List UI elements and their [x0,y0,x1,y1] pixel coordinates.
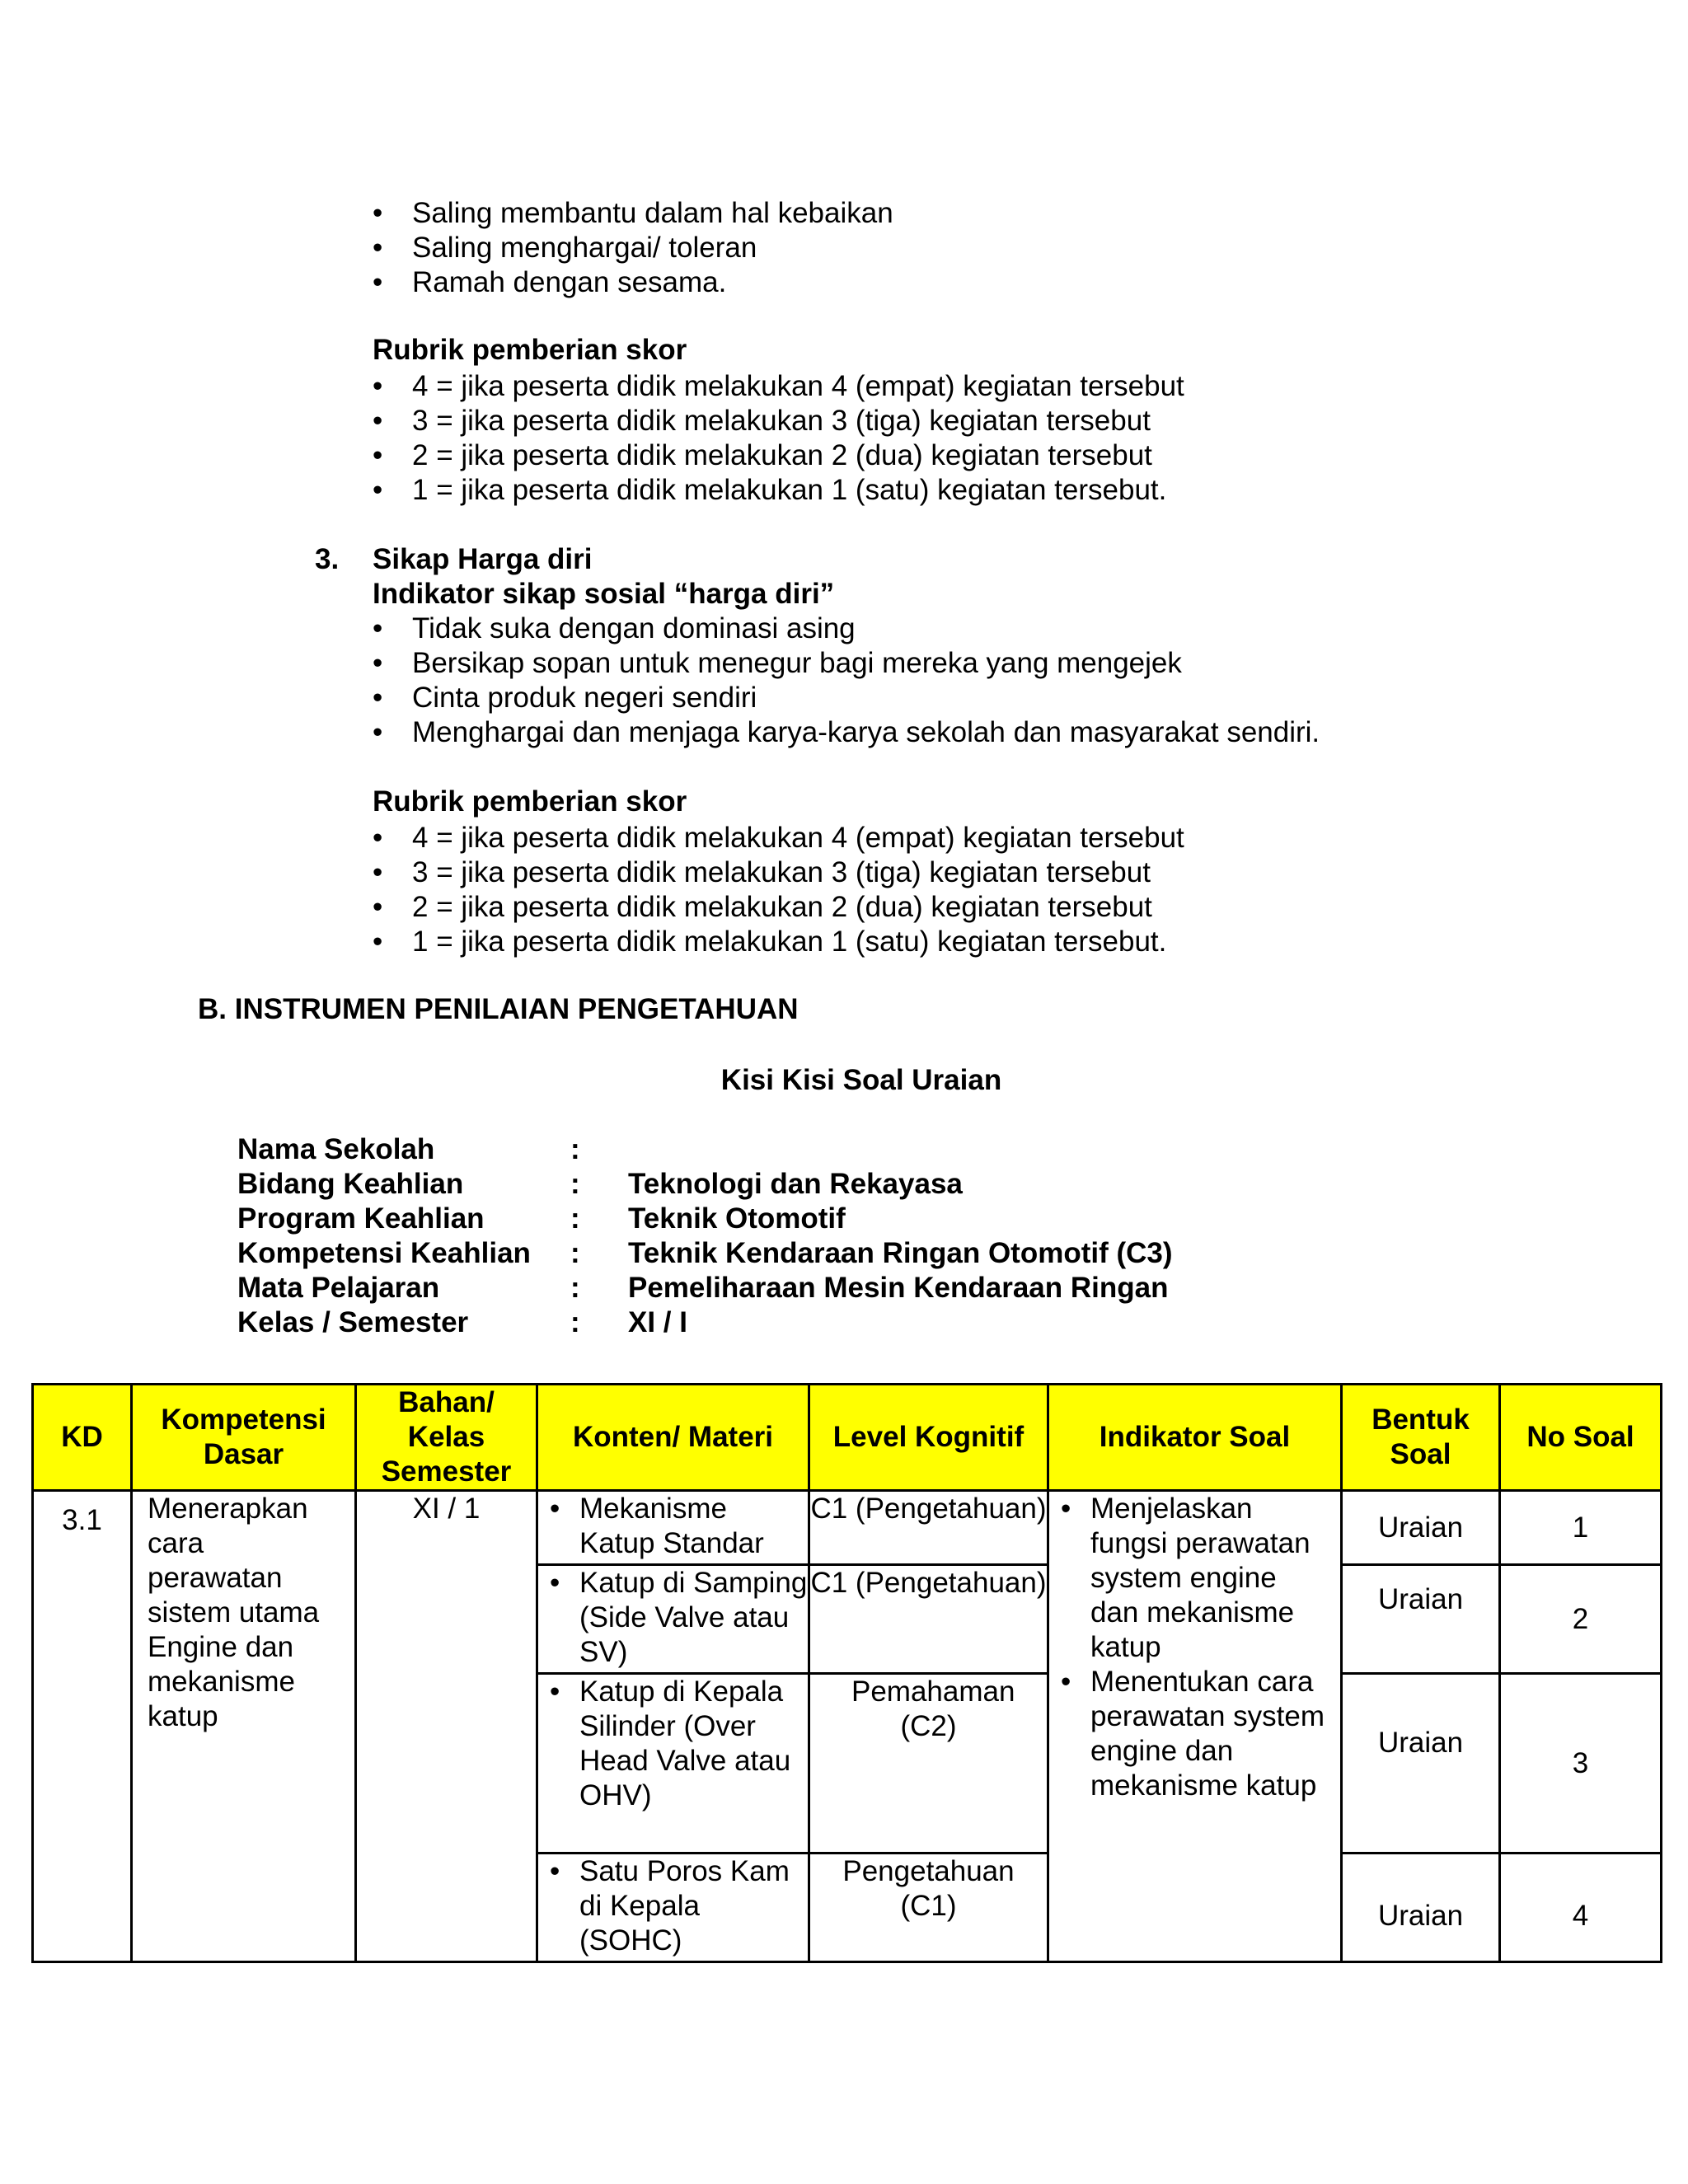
info-value: Teknologi dan Rekayasa [628,1168,963,1200]
konten-value: Katup di Samping (Side Valve atau SV) [579,1567,808,1668]
header-indikator: Indikator Soal [1048,1385,1342,1491]
sec3-number: 3. [315,543,340,575]
info-colon: : [570,1306,580,1338]
konten-value: Satu Poros Kam di Kepala (SOHC) [579,1855,790,1957]
no-value: 3 [1572,1746,1589,1779]
header-level: Level Kognitif [809,1385,1048,1491]
bullet-dot: • [373,891,383,923]
info-value: Teknik Otomotif [628,1202,846,1235]
kompetensi-cell [132,1491,356,1962]
konten-cell [537,1565,809,1674]
level-value: C1 (Pengetahuan) [810,1567,1047,1599]
header-no: No Soal [1500,1385,1662,1491]
bullet-dot: • [550,1567,560,1599]
info-label: Mata Pelajaran [237,1272,440,1304]
bullet-dot: • [373,856,383,888]
sec2-bullet-3: Ramah dengan sesama. [412,266,727,298]
bullet-dot: • [550,1493,560,1525]
bullet-dot: • [373,405,383,437]
no-value: 1 [1572,1511,1589,1544]
info-label: Bidang Keahlian [237,1168,464,1200]
rubric2-item-1: 1 = jika peserta didik melakukan 1 (satu) kegiatan tersebut. [412,926,1167,958]
level-cell [809,1565,1048,1674]
indikator-item: Menentukan cara perawatan system engine dan mekanisme katup [1090,1666,1325,1802]
level-cell [809,1854,1048,1962]
bullet-dot: • [373,716,383,748]
info-value: XI / I [628,1306,687,1338]
sec3-bullet-3: Cinta produk negeri sendiri [412,682,757,714]
no-cell [1500,1854,1662,1962]
bullet-dot: • [373,474,383,506]
konten-cell [537,1674,809,1854]
konten-value: Katup di Kepala Silinder (Over Head Valve atau OHV) [579,1675,791,1811]
table-row [33,1491,1662,1565]
bullet-dot: • [373,439,383,471]
bullet-dot: • [373,266,383,298]
bullet-dot: • [373,926,383,958]
konten-value: Mekanisme Katup Standar [579,1493,764,1559]
sec3-title: Sikap Harga diri [373,543,593,575]
kisi-title: Kisi Kisi Soal Uraian [720,1064,1002,1096]
indikator-item: Menjelaskan fungsi perawatan system engine dan mekanisme katup [1090,1493,1311,1663]
bentuk-value: Uraian [1377,1583,1464,1615]
no-value: 4 [1572,1899,1589,1932]
bentuk-value: Uraian [1377,1899,1464,1932]
level-value: C1 (Pengetahuan) [810,1493,1047,1525]
bullet-dot: • [550,1675,560,1708]
header-konten: Konten/ Materi [537,1385,809,1491]
rubric1-item-3: 3 = jika peserta didik melakukan 3 (tiga) kegiatan tersebut [412,405,1151,437]
bentuk-cell [1342,1674,1500,1854]
bullet-dot: • [373,682,383,714]
info-label: Kelas / Semester [237,1306,469,1338]
info-colon: : [570,1237,580,1269]
bullet-dot: • [550,1855,560,1887]
header-bentuk: Bentuk Soal [1342,1385,1500,1491]
rubric1-item-1: 1 = jika peserta didik melakukan 1 (satu) kegiatan tersebut. [412,474,1167,506]
info-value: Teknik Kendaraan Ringan Otomotif (C3) [628,1237,1173,1269]
info-colon: : [570,1272,580,1304]
sec3-bullet-2: Bersikap sopan untuk menegur bagi mereka yang mengejek [412,647,1182,679]
bullet-dot: • [373,370,383,402]
konten-cell [537,1491,809,1565]
sec3-bullet-4: Menghargai dan menjaga karya-karya sekolah dan masyarakat sendiri. [412,716,1320,748]
header-kd: KD [33,1385,132,1491]
table-header-row [33,1385,1662,1491]
header-kompetensi: Kompetensi Dasar [132,1385,356,1491]
info-label: Nama Sekolah [237,1133,435,1165]
bahan-value: XI / 1 [412,1493,481,1525]
no-cell [1500,1674,1662,1854]
bullet-dot: • [373,232,383,264]
bentuk-cell [1342,1565,1500,1674]
info-label: Kompetensi Keahlian [237,1237,531,1269]
level-cell [809,1674,1048,1854]
kisi-table [31,1383,1662,1963]
rubric2-item-2: 2 = jika peserta didik melakukan 2 (dua) kegiatan tersebut [412,891,1152,923]
rubric2-item-4: 4 = jika peserta didik melakukan 4 (empat) kegiatan tersebut [412,822,1184,854]
kompetensi-value: Menerapkan cara perawatan sistem utama Engine dan mekanisme katup [148,1493,320,1732]
bullet-dot: • [1061,1493,1071,1525]
no-cell [1500,1565,1662,1674]
bullet-dot: • [373,612,383,644]
info-colon: : [570,1133,580,1165]
sec2-bullet-2: Saling menghargai/ toleran [412,232,757,264]
info-colon: : [570,1202,580,1235]
bullet-dot: • [373,822,383,854]
no-value: 2 [1572,1602,1589,1635]
rubric-title-1: Rubrik pemberian skor [373,334,687,366]
rubric2-item-3: 3 = jika peserta didik melakukan 3 (tiga) kegiatan tersebut [412,856,1151,888]
rubric1-item-4: 4 = jika peserta didik melakukan 4 (empat) kegiatan tersebut [412,370,1184,402]
kd-cell [33,1491,132,1962]
header-bahan: Bahan/ Kelas Semester [356,1385,537,1491]
sec3-indicator-title: Indikator sikap sosial “harga diri” [373,578,835,610]
bullet-dot: • [373,197,383,229]
info-colon: : [570,1168,580,1200]
info-label: Program Keahlian [237,1202,485,1235]
kisi-table-wrapper [31,1383,1660,1966]
level-value: Pengetahuan (C1) [842,1855,1015,1922]
konten-cell [537,1854,809,1962]
bullet-dot: • [1061,1666,1071,1698]
bentuk-cell [1342,1854,1500,1962]
level-value: Pemahaman (C2) [851,1675,1015,1742]
section-b-heading: B. INSTRUMEN PENILAIAN PENGETAHUAN [198,993,799,1025]
bentuk-value: Uraian [1377,1727,1464,1759]
sec3-bullet-1: Tidak suka dengan dominasi asing [412,612,856,644]
bullet-dot: • [373,647,383,679]
level-cell [809,1491,1048,1565]
no-cell [1500,1491,1662,1565]
indikator-cell [1048,1491,1342,1962]
info-value: Pemeliharaan Mesin Kendaraan Ringan [628,1272,1169,1304]
bentuk-cell [1342,1491,1500,1565]
kd-value: 3.1 [62,1504,102,1536]
bahan-cell [356,1491,537,1962]
sec2-bullet-1: Saling membantu dalam hal kebaikan [412,197,893,229]
rubric-title-2: Rubrik pemberian skor [373,785,687,818]
bentuk-value: Uraian [1377,1511,1464,1544]
rubric1-item-2: 2 = jika peserta didik melakukan 2 (dua) kegiatan tersebut [412,439,1152,471]
